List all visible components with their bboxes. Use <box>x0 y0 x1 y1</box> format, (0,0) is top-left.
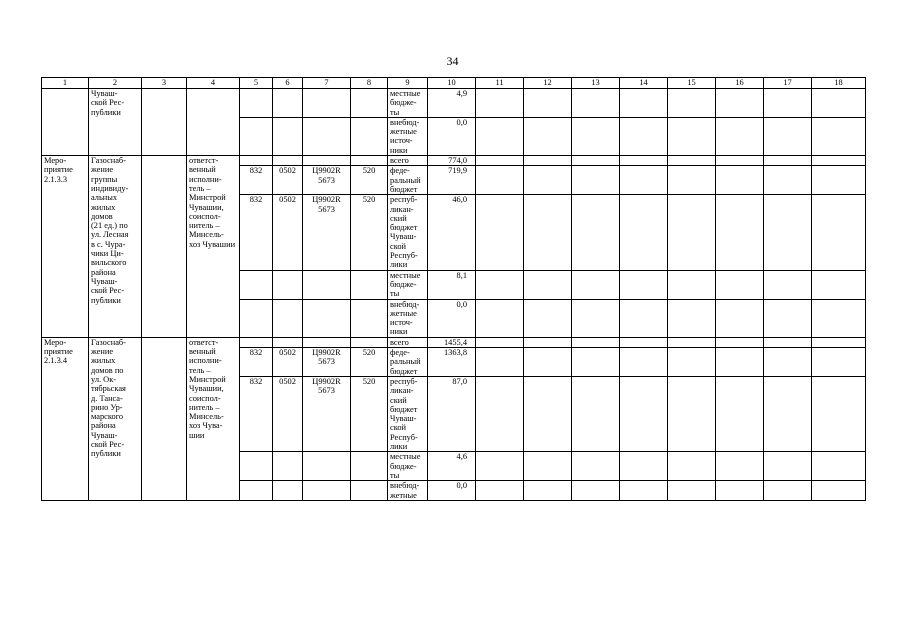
value-cell-empty <box>764 452 812 481</box>
value-cell-empty <box>620 481 668 501</box>
value-cell-empty <box>620 299 668 337</box>
value-cell-empty <box>476 376 524 451</box>
col-header: 18 <box>812 78 866 89</box>
source-cell: внебюд- жетные источ- ники <box>388 117 428 155</box>
value-cell-empty <box>476 117 524 155</box>
col3-cell <box>142 337 187 500</box>
col-header: 10 <box>428 78 476 89</box>
csr-cell <box>303 270 351 299</box>
source-cell: феде- ральный бюджет <box>388 348 428 377</box>
vr-cell <box>351 299 388 337</box>
value-cell-empty <box>572 452 620 481</box>
rzpr-cell <box>273 337 303 347</box>
grbs-cell <box>240 299 273 337</box>
value-cell-empty <box>668 299 716 337</box>
measure-code-cell: Меро- приятие 2.1.3.3 <box>42 156 89 338</box>
value-cell-empty <box>668 481 716 501</box>
col-header: 9 <box>388 78 428 89</box>
measure-name-cell: Чуваш- ской Рес- публики <box>89 89 142 156</box>
measure-name-cell: Газоснаб- жение группы индивиду- альных жилых домов (21 ед.) по ул. Лесная в с. Чура- чики Ци- вильского района Чуваш- ской Рес- публики <box>89 156 142 338</box>
value-cell-empty <box>572 195 620 270</box>
value-cell-empty <box>620 348 668 377</box>
value-cell-empty <box>812 452 866 481</box>
value-cell-empty <box>764 348 812 377</box>
value-cell: 774,0 <box>428 156 476 166</box>
col-header: 7 <box>303 78 351 89</box>
vr-cell <box>351 117 388 155</box>
value-cell-empty <box>764 337 812 347</box>
value-cell-empty <box>764 117 812 155</box>
col-header: 4 <box>187 78 240 89</box>
rzpr-cell: 0502 <box>273 195 303 270</box>
value-cell-empty <box>620 270 668 299</box>
value-cell-empty <box>668 452 716 481</box>
value-cell-empty <box>476 166 524 195</box>
value-cell-empty <box>764 89 812 118</box>
value-cell-empty <box>476 156 524 166</box>
col-header: 15 <box>668 78 716 89</box>
table-row <box>42 89 866 118</box>
value-cell-empty <box>812 270 866 299</box>
value-cell-empty <box>572 117 620 155</box>
value-cell-empty <box>572 156 620 166</box>
page-number: 34 <box>446 54 459 68</box>
value-cell-empty <box>524 376 572 451</box>
value-cell-empty <box>620 337 668 347</box>
source-cell: всего <box>388 337 428 347</box>
source-cell: местные бюдже- ты <box>388 270 428 299</box>
value-cell-empty <box>668 337 716 347</box>
rzpr-cell <box>273 452 303 481</box>
value-cell-empty <box>476 89 524 118</box>
value-cell-empty <box>668 117 716 155</box>
rzpr-cell <box>273 481 303 501</box>
value-cell-empty <box>716 195 764 270</box>
vr-cell <box>351 89 388 118</box>
value-cell-empty <box>620 452 668 481</box>
value-cell-empty <box>716 348 764 377</box>
value-cell-empty <box>812 376 866 451</box>
grbs-cell <box>240 270 273 299</box>
vr-cell <box>351 337 388 347</box>
col-header: 17 <box>764 78 812 89</box>
value-cell-empty <box>668 156 716 166</box>
value-cell-empty <box>812 166 866 195</box>
rzpr-cell <box>273 117 303 155</box>
value-cell-empty <box>668 195 716 270</box>
value-cell-empty <box>764 166 812 195</box>
csr-cell <box>303 299 351 337</box>
value-cell-empty <box>524 89 572 118</box>
value-cell: 0,0 <box>428 299 476 337</box>
csr-cell: Ц9902R 5673 <box>303 376 351 451</box>
vr-cell <box>351 270 388 299</box>
value-cell-empty <box>620 156 668 166</box>
value-cell-empty <box>572 481 620 501</box>
csr-cell: Ц9902R 5673 <box>303 166 351 195</box>
rzpr-cell <box>273 299 303 337</box>
value-cell-empty <box>668 376 716 451</box>
value-cell-empty <box>476 270 524 299</box>
value-cell-empty <box>572 376 620 451</box>
col-header: 6 <box>273 78 303 89</box>
value-cell-empty <box>620 89 668 118</box>
grbs-cell <box>240 117 273 155</box>
measure-code-cell: Меро- приятие 2.1.3.4 <box>42 337 89 500</box>
value-cell: 46,0 <box>428 195 476 270</box>
value-cell-empty <box>764 376 812 451</box>
value-cell-empty <box>476 348 524 377</box>
value-cell-empty <box>572 166 620 195</box>
value-cell-empty <box>716 337 764 347</box>
col-header: 2 <box>89 78 142 89</box>
value-cell-empty <box>716 481 764 501</box>
vr-cell: 520 <box>351 195 388 270</box>
value-cell-empty <box>764 156 812 166</box>
source-cell: внебюд- жетные <box>388 481 428 501</box>
vr-cell <box>351 156 388 166</box>
value-cell-empty <box>572 299 620 337</box>
grbs-cell: 832 <box>240 376 273 451</box>
source-cell: внебюд- жетные источ- ники <box>388 299 428 337</box>
value-cell-empty <box>668 348 716 377</box>
rzpr-cell <box>273 270 303 299</box>
vr-cell <box>351 481 388 501</box>
value-cell-empty <box>812 299 866 337</box>
col-header: 3 <box>142 78 187 89</box>
col-header: 13 <box>572 78 620 89</box>
value-cell-empty <box>524 337 572 347</box>
grbs-cell <box>240 89 273 118</box>
value-cell: 0,0 <box>428 481 476 501</box>
value-cell-empty <box>476 481 524 501</box>
value-cell-empty <box>716 89 764 118</box>
value-cell-empty <box>524 481 572 501</box>
value-cell-empty <box>716 376 764 451</box>
value-cell: 1363,8 <box>428 348 476 377</box>
value-cell-empty <box>668 270 716 299</box>
value-cell-empty <box>524 452 572 481</box>
value-cell-empty <box>620 376 668 451</box>
value-cell-empty <box>764 299 812 337</box>
value-cell-empty <box>716 270 764 299</box>
budget-table <box>41 77 866 501</box>
value-cell-empty <box>716 156 764 166</box>
vr-cell: 520 <box>351 348 388 377</box>
grbs-cell <box>240 481 273 501</box>
table-row <box>42 337 866 347</box>
csr-cell: Ц9902R 5673 <box>303 195 351 270</box>
grbs-cell: 832 <box>240 195 273 270</box>
value-cell: 4,6 <box>428 452 476 481</box>
value-cell-empty <box>812 89 866 118</box>
source-cell: местные бюдже- ты <box>388 452 428 481</box>
rzpr-cell: 0502 <box>273 376 303 451</box>
value-cell: 4,9 <box>428 89 476 118</box>
value-cell-empty <box>716 299 764 337</box>
value-cell: 719,9 <box>428 166 476 195</box>
value-cell-empty <box>620 166 668 195</box>
value-cell-empty <box>812 117 866 155</box>
value-cell-empty <box>476 337 524 347</box>
col-header: 8 <box>351 78 388 89</box>
col-header: 16 <box>716 78 764 89</box>
grbs-cell: 832 <box>240 166 273 195</box>
col3-cell <box>142 156 187 338</box>
value-cell-empty <box>524 348 572 377</box>
value-cell-empty <box>524 166 572 195</box>
col-header: 11 <box>476 78 524 89</box>
value-cell-empty <box>668 166 716 195</box>
rzpr-cell <box>273 89 303 118</box>
csr-cell <box>303 481 351 501</box>
rzpr-cell: 0502 <box>273 166 303 195</box>
csr-cell <box>303 156 351 166</box>
value-cell-empty <box>524 270 572 299</box>
value-cell-empty <box>812 195 866 270</box>
value-cell-empty <box>476 195 524 270</box>
csr-cell <box>303 89 351 118</box>
col-header: 5 <box>240 78 273 89</box>
source-cell: респуб- ликан- ский бюджет Чуваш- ской Респуб- лики <box>388 195 428 270</box>
value-cell-empty <box>716 117 764 155</box>
value-cell-empty <box>716 166 764 195</box>
value-cell-empty <box>668 89 716 118</box>
col3-cell <box>142 89 187 156</box>
csr-cell: Ц9902R 5673 <box>303 348 351 377</box>
value-cell-empty <box>764 270 812 299</box>
vr-cell <box>351 452 388 481</box>
value-cell-empty <box>524 195 572 270</box>
csr-cell <box>303 452 351 481</box>
value-cell-empty <box>572 89 620 118</box>
source-cell: местные бюдже- ты <box>388 89 428 118</box>
grbs-cell <box>240 156 273 166</box>
col-header: 12 <box>524 78 572 89</box>
value-cell-empty <box>524 156 572 166</box>
csr-cell <box>303 337 351 347</box>
vr-cell: 520 <box>351 376 388 451</box>
source-cell: феде- ральный бюджет <box>388 166 428 195</box>
vr-cell: 520 <box>351 166 388 195</box>
value-cell-empty <box>476 452 524 481</box>
value-cell-empty <box>476 299 524 337</box>
value-cell: 0,0 <box>428 117 476 155</box>
value-cell-empty <box>572 348 620 377</box>
value-cell-empty <box>572 337 620 347</box>
header-row <box>42 78 866 89</box>
measure-name-cell: Газоснаб- жение жилых домов по ул. Ок- тябрьская д. Тансa- рино Ур- марского района Чуваш- ской Рес- публики <box>89 337 142 500</box>
value-cell-empty <box>764 195 812 270</box>
executor-cell: ответст- венный исполни- тель – Минстрой Чувашии, соиспол- нитель – Минсель- хоз Чувашии <box>187 156 240 338</box>
rzpr-cell: 0502 <box>273 348 303 377</box>
value-cell-empty <box>812 348 866 377</box>
executor-cell: ответст- венный исполни- тель – Минстрой Чувашии, соиспол- нитель – Минсель- хоз Чува- шии <box>187 337 240 500</box>
rzpr-cell <box>273 156 303 166</box>
value-cell-empty <box>764 481 812 501</box>
value-cell-empty <box>812 156 866 166</box>
measure-code-cell <box>42 89 89 156</box>
value-cell-empty <box>620 195 668 270</box>
value-cell-empty <box>524 299 572 337</box>
grbs-cell <box>240 452 273 481</box>
value-cell: 1455,4 <box>428 337 476 347</box>
source-cell: всего <box>388 156 428 166</box>
value-cell-empty <box>524 117 572 155</box>
source-cell: респуб- ликан- ский бюджет Чуваш- ской Респуб- лики <box>388 376 428 451</box>
value-cell-empty <box>812 337 866 347</box>
value-cell: 87,0 <box>428 376 476 451</box>
col-header: 14 <box>620 78 668 89</box>
value-cell-empty <box>812 481 866 501</box>
col-header: 1 <box>42 78 89 89</box>
value-cell-empty <box>716 452 764 481</box>
value-cell-empty <box>620 117 668 155</box>
grbs-cell <box>240 337 273 347</box>
value-cell-empty <box>572 270 620 299</box>
executor-cell <box>187 89 240 156</box>
table-row <box>42 156 866 166</box>
csr-cell <box>303 117 351 155</box>
value-cell: 8,1 <box>428 270 476 299</box>
grbs-cell: 832 <box>240 348 273 377</box>
